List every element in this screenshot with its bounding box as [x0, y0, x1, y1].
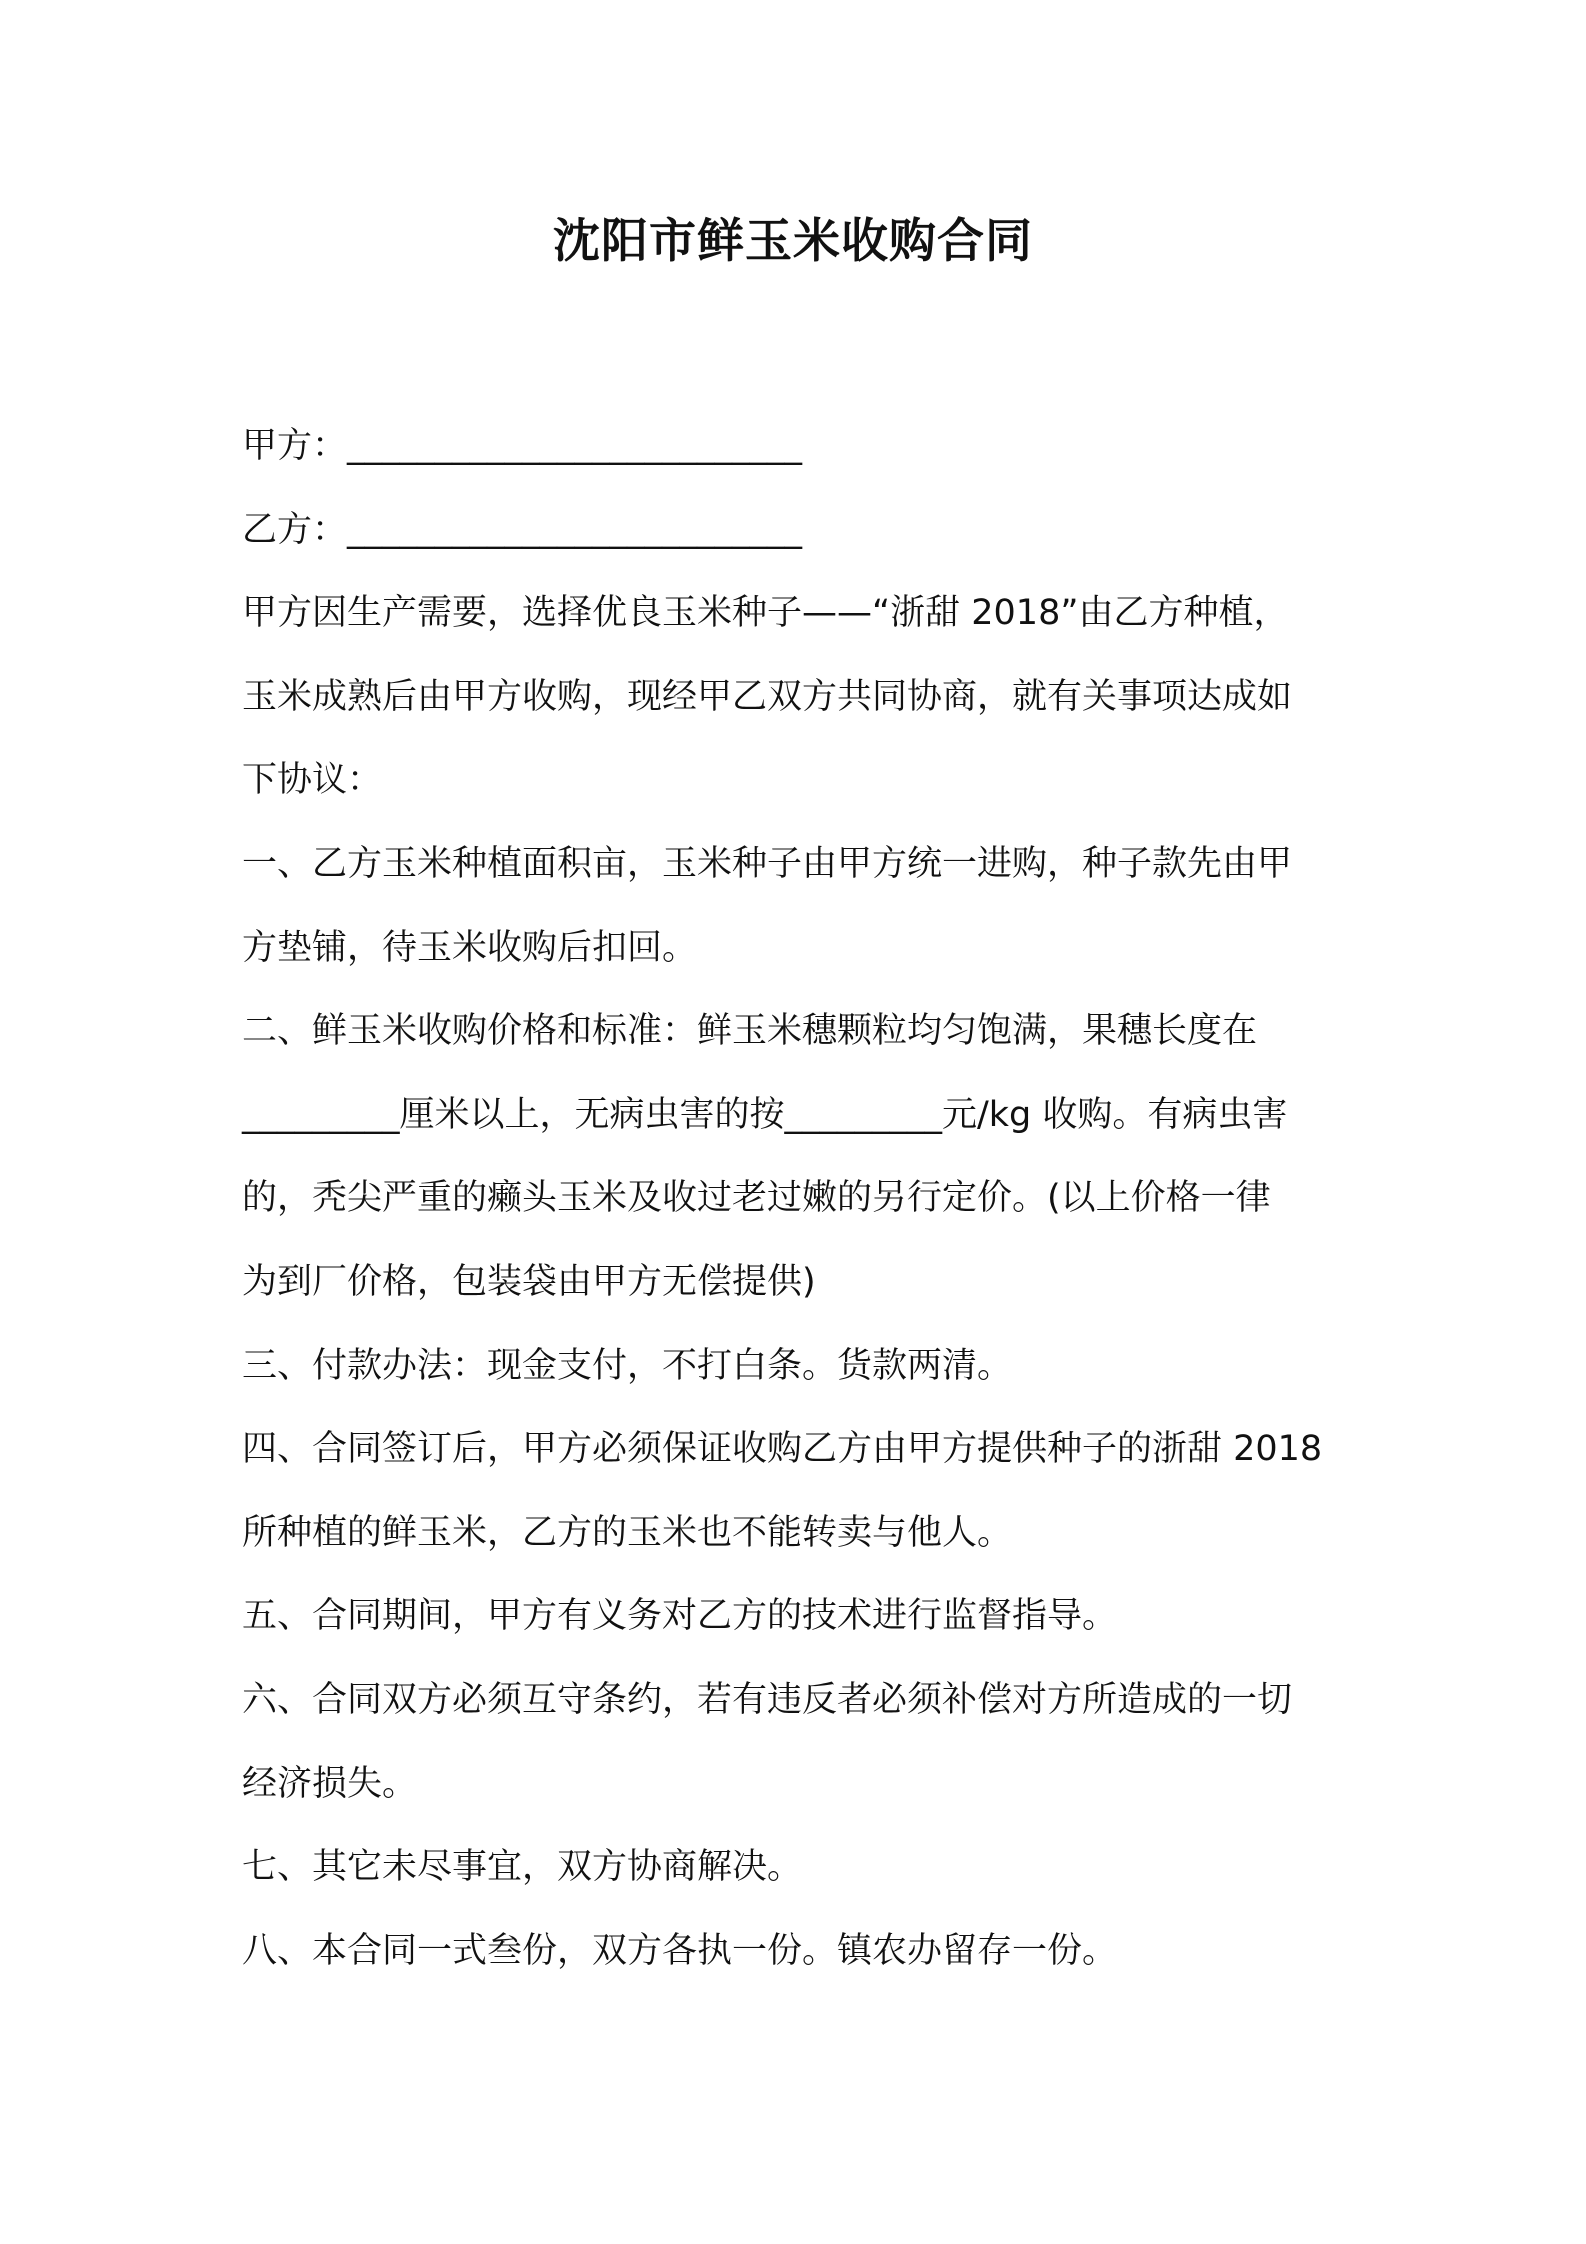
preamble-line-3: 下协议：	[242, 760, 383, 801]
clause-2-line-4: 为到厂价格，包装袋由甲方无偿提供)	[242, 1261, 816, 1302]
clause-2-line-1: 二、鲜玉米收购价格和标准：鲜玉米穗颗粒均匀饱满，果穗长度在	[242, 1011, 1258, 1052]
clause-4-line-1: 四、合同签订后，甲方必须保证收购乙方由甲方提供种子的浙甜 2018	[242, 1429, 1323, 1470]
document-title: 沈阳市鲜玉米收购合同	[553, 214, 1033, 269]
clause-6-line-2: 经济损失。	[242, 1763, 418, 1804]
preamble-line-1: 甲方因生产需要，选择优良玉米种子——“浙甜 2018”由乙方种植，	[242, 593, 1289, 634]
clause-7-line-1: 七、其它未尽事宜，双方协商解决。	[242, 1847, 803, 1888]
clause-1-line-1: 一、乙方玉米种植面积亩，玉米种子由甲方统一进购，种子款先由甲	[242, 843, 1293, 884]
clause-8-line-1: 八、本合同一式叁份，双方各执一份。镇农办留存一份。	[242, 1930, 1118, 1971]
clause-6-line-1: 六、合同双方必须互守条约，若有违反者必须补偿对方所造成的一切	[242, 1679, 1293, 1720]
preamble-line-2: 玉米成熟后由甲方收购，现经甲乙双方共同协商，就有关事项达成如	[242, 676, 1293, 717]
clause-5-line-1: 五、合同期间，甲方有义务对乙方的技术进行监督指导。	[242, 1596, 1118, 1637]
clause-4-line-2: 所种植的鲜玉米，乙方的玉米也不能转卖与他人。	[242, 1512, 1013, 1553]
clause-1-line-2: 方垫铺，待玉米收购后扣回。	[242, 927, 698, 968]
clause-2-line-3: 的，秃尖严重的癞头玉米及收过老过嫩的另行定价。(以上价格一律	[242, 1178, 1271, 1219]
contract-body	[242, 405, 1362, 1993]
party-b-line: 乙方：__________________________	[242, 509, 803, 550]
clause-3-line-1: 三、付款办法：现金支付，不打白条。货款两清。	[242, 1345, 1013, 1386]
party-a-line: 甲方：__________________________	[242, 426, 803, 466]
clause-2-line-2: _________厘米以上，无病虫害的按_________元/kg 收购。有病虫害	[242, 1094, 1288, 1135]
